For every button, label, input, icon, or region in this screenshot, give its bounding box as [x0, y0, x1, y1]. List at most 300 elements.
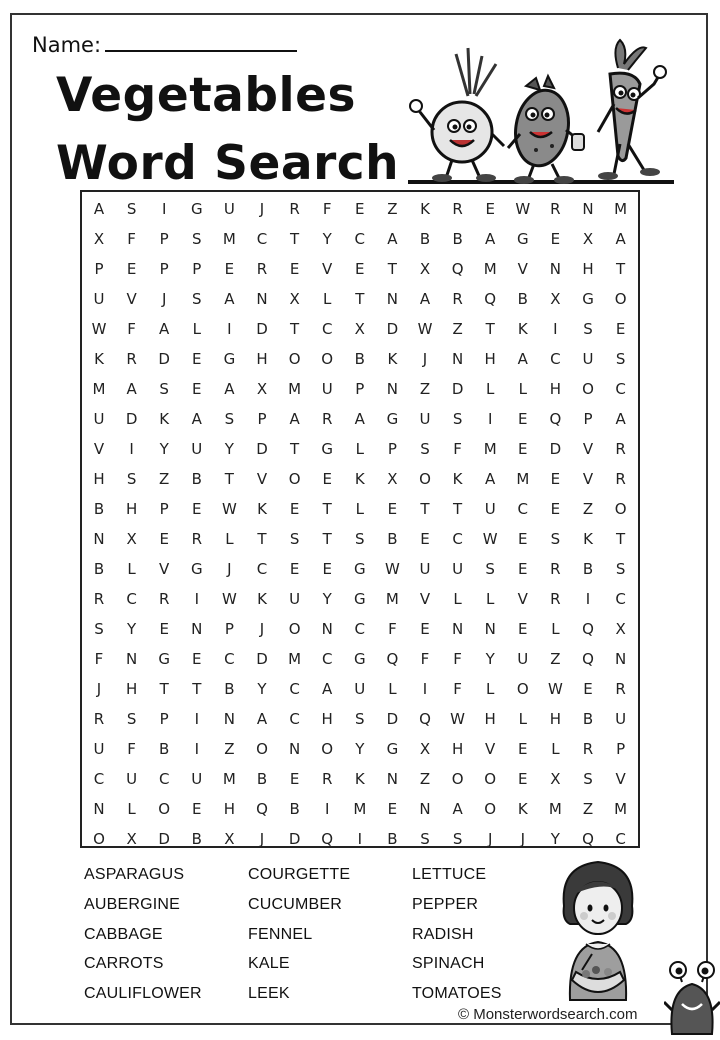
- grid-letter: O: [419, 470, 431, 488]
- grid-letter: Q: [582, 620, 594, 638]
- grid-letter: T: [420, 500, 430, 518]
- grid-letter: C: [93, 770, 105, 788]
- grid-letter: W: [221, 590, 237, 608]
- grid-letter: C: [321, 650, 333, 668]
- grid-letter: C: [289, 680, 300, 698]
- grid-letter: E: [322, 470, 332, 488]
- grid-letter: Z: [159, 470, 170, 488]
- grid-letter: U: [289, 590, 301, 608]
- grid-letter: R: [126, 350, 137, 368]
- grid-letter: A: [191, 410, 202, 428]
- grid-letter: B: [387, 530, 398, 548]
- grid-letter: L: [486, 590, 495, 608]
- grid-letter: X: [615, 620, 626, 638]
- grid-letter: E: [550, 500, 561, 518]
- grid-letter: T: [387, 260, 397, 278]
- grid-letter: J: [259, 620, 265, 638]
- grid-letter: O: [451, 770, 464, 788]
- grid-letter: L: [225, 530, 234, 548]
- grid-letter: Z: [582, 800, 594, 818]
- grid-letter: E: [289, 260, 300, 278]
- grid-letter: K: [257, 590, 267, 608]
- grid-letter: A: [419, 290, 431, 308]
- grid-letter: U: [484, 500, 496, 518]
- grid-letter: L: [355, 440, 364, 458]
- grid-letter: B: [387, 830, 398, 848]
- grid-letter: A: [93, 200, 105, 218]
- grid-row: [82, 614, 638, 644]
- grid-letter: Y: [224, 440, 234, 458]
- grid-letter: L: [192, 320, 201, 338]
- grid-letter: V: [93, 440, 105, 458]
- grid-letter: M: [483, 440, 497, 458]
- grid-letter: E: [355, 260, 365, 278]
- grid-letter: N: [125, 650, 138, 668]
- grid-letter: P: [257, 410, 267, 428]
- grid-letter: C: [224, 650, 235, 668]
- monster-mascot-icon: [664, 960, 720, 1036]
- grid-letter: V: [159, 560, 170, 578]
- grid-letter: N: [386, 380, 398, 398]
- grid-letter: R: [191, 530, 203, 548]
- grid-row: [82, 284, 638, 314]
- grid-letter: P: [224, 620, 234, 638]
- grid-letter: B: [419, 230, 431, 248]
- grid-letter: Q: [582, 650, 594, 668]
- grid-letter: R: [550, 200, 561, 218]
- grid-letter: I: [194, 710, 200, 728]
- grid-letter: N: [223, 710, 235, 728]
- grid-letter: K: [387, 350, 398, 368]
- grid-letter: N: [321, 620, 333, 638]
- grid-letter: O: [158, 800, 171, 818]
- grid-letter: Q: [582, 830, 594, 848]
- grid-letter: P: [583, 410, 593, 428]
- grid-letter: E: [289, 500, 300, 518]
- grid-letter: A: [322, 680, 333, 698]
- word-list-column-2: [248, 866, 350, 1015]
- grid-letter: S: [224, 410, 235, 428]
- grid-row: [82, 734, 638, 764]
- grid-letter: V: [126, 290, 137, 308]
- grid-letter: N: [386, 770, 398, 788]
- grid-letter: A: [224, 380, 235, 398]
- grid-letter: H: [484, 710, 496, 728]
- grid-letter: H: [582, 260, 594, 278]
- grid-letter: E: [126, 260, 137, 278]
- grid-letter: A: [256, 710, 268, 728]
- grid-letter: E: [355, 200, 365, 218]
- grid-letter: B: [256, 770, 268, 788]
- grid-letter: R: [289, 200, 300, 218]
- grid-letter: D: [256, 650, 268, 668]
- grid-letter: G: [582, 290, 594, 308]
- grid-letter: U: [615, 710, 627, 728]
- grid-letter: G: [190, 200, 203, 218]
- grid-letter: O: [321, 350, 334, 368]
- grid-letter: N: [451, 350, 464, 368]
- grid-letter: S: [550, 530, 561, 548]
- grid-letter: R: [615, 440, 626, 458]
- grid-letter: Q: [451, 260, 464, 278]
- grid-letter: N: [191, 620, 203, 638]
- grid-letter: A: [517, 350, 528, 368]
- grid-letter: O: [484, 800, 497, 818]
- grid-letter: H: [93, 470, 105, 488]
- grid-letter: S: [420, 830, 430, 848]
- grid-letter: E: [420, 530, 430, 548]
- grid-letter: C: [256, 230, 268, 248]
- grid-letter: W: [417, 320, 433, 338]
- grid-letter: D: [549, 440, 562, 458]
- grid-letter: D: [451, 380, 464, 398]
- grid-letter: D: [386, 710, 399, 728]
- grid-letter: G: [386, 740, 399, 758]
- grid-letter: E: [518, 410, 528, 428]
- grid-letter: U: [354, 680, 366, 698]
- grid-letter: X: [93, 230, 105, 248]
- word-list-column-1: [84, 866, 202, 1015]
- grid-letter: L: [486, 380, 495, 398]
- grid-letter: J: [487, 830, 493, 848]
- grid-letter: P: [159, 500, 169, 518]
- grid-letter: W: [547, 680, 563, 698]
- grid-letter: A: [615, 230, 626, 248]
- grid-letter: W: [515, 200, 531, 218]
- grid-letter: Y: [485, 650, 495, 668]
- grid-letter: Z: [224, 740, 235, 758]
- grid-letter: X: [126, 530, 137, 548]
- grid-letter: T: [192, 680, 202, 698]
- grid-letter: O: [614, 290, 627, 308]
- grid-letter: R: [321, 410, 333, 428]
- name-blank-line: [105, 30, 297, 52]
- grid-letter: J: [259, 830, 265, 848]
- grid-letter: K: [517, 320, 528, 338]
- grid-letter: L: [388, 680, 397, 698]
- grid-letter: G: [353, 650, 366, 668]
- grid-letter: S: [126, 710, 137, 728]
- page-title-line-1: Vegetables: [56, 68, 356, 123]
- grid-letter: N: [386, 290, 398, 308]
- grid-letter: Q: [549, 410, 562, 428]
- grid-letter: F: [322, 200, 332, 218]
- grid-letter: E: [583, 680, 593, 698]
- grid-letter: M: [516, 470, 530, 488]
- grid-letter: M: [614, 200, 628, 218]
- grid-letter: S: [615, 560, 626, 578]
- grid-letter: B: [289, 800, 300, 818]
- grid-letter: M: [614, 800, 628, 818]
- grid-letter: L: [323, 290, 332, 308]
- grid-letter: C: [517, 500, 529, 518]
- grid-letter: X: [224, 830, 235, 848]
- grid-letter: Y: [159, 440, 169, 458]
- grid-letter: O: [93, 830, 105, 848]
- grid-letter: G: [516, 230, 529, 248]
- grid-letter: H: [125, 680, 138, 698]
- grid-letter: S: [420, 440, 430, 458]
- grid-letter: K: [354, 770, 365, 788]
- grid-letter: L: [551, 740, 560, 758]
- grid-letter: A: [485, 470, 496, 488]
- grid-letter: E: [518, 560, 528, 578]
- word-item: COURGETTE: [248, 866, 351, 883]
- word-item: LETTUCE: [412, 866, 487, 883]
- grid-letter: X: [419, 260, 431, 278]
- grid-letter: X: [289, 290, 300, 308]
- grid-letter: V: [582, 470, 594, 488]
- grid-letter: D: [158, 830, 170, 848]
- word-item: CAULIFLOWER: [84, 985, 202, 1003]
- grid-letter: E: [192, 500, 202, 518]
- grid-letter: U: [191, 770, 203, 788]
- grid-letter: C: [615, 590, 626, 608]
- grid-letter: J: [422, 350, 428, 368]
- grid-row: [82, 194, 638, 224]
- grid-letter: B: [191, 830, 202, 848]
- word-item: CUCUMBER: [248, 895, 343, 913]
- grid-letter: O: [288, 350, 301, 368]
- grid-letter: O: [288, 470, 301, 488]
- grid-letter: I: [487, 410, 493, 428]
- grid-letter: U: [93, 740, 105, 758]
- grid-letter: A: [126, 380, 137, 398]
- grid-letter: M: [288, 380, 302, 398]
- word-item: CARROTS: [84, 955, 164, 973]
- grid-letter: P: [616, 740, 626, 758]
- grid-letter: Z: [419, 380, 431, 398]
- grid-letter: A: [354, 410, 365, 428]
- grid-letter: N: [419, 800, 431, 818]
- grid-letter: D: [256, 440, 268, 458]
- grid-letter: G: [321, 440, 333, 458]
- grid-letter: T: [290, 440, 300, 458]
- grid-letter: E: [615, 320, 626, 338]
- grid-letter: S: [289, 530, 300, 548]
- grid-letter: J: [227, 560, 232, 578]
- grid-letter: F: [453, 440, 462, 458]
- grid-letter: F: [127, 230, 136, 248]
- grid-letter: C: [550, 350, 561, 368]
- grid-letter: T: [485, 320, 495, 338]
- grid-letter: E: [518, 740, 528, 758]
- grid-row: [82, 764, 638, 794]
- grid-letter: R: [321, 770, 333, 788]
- grid-letter: F: [453, 680, 462, 698]
- grid-letter: S: [126, 470, 137, 488]
- grid-letter: N: [256, 290, 268, 308]
- grid-letter: X: [550, 770, 561, 788]
- grid-letter: F: [94, 650, 104, 668]
- grid-letter: X: [354, 320, 365, 338]
- grid-letter: B: [224, 680, 235, 698]
- grid-letter: X: [126, 830, 137, 848]
- grid-letter: M: [385, 590, 399, 608]
- grid-letter: A: [387, 230, 398, 248]
- grid-letter: W: [384, 560, 400, 578]
- grid-letter: F: [453, 650, 462, 668]
- grid-letter: R: [615, 680, 626, 698]
- grid-letter: S: [615, 350, 626, 368]
- grid-letter: E: [159, 530, 169, 548]
- grid-letter: K: [94, 350, 104, 368]
- grid-letter: Y: [127, 620, 137, 638]
- grid-row: [82, 644, 638, 674]
- grid-letter: E: [387, 500, 398, 518]
- grid-letter: Y: [355, 740, 365, 758]
- grid-letter: D: [288, 830, 301, 848]
- grid-letter: M: [353, 800, 367, 818]
- grid-letter: X: [387, 470, 398, 488]
- grid-letter: L: [551, 620, 560, 638]
- grid-letter: C: [158, 770, 170, 788]
- grid-letter: O: [321, 740, 334, 758]
- word-item: ASPARAGUS: [84, 866, 185, 883]
- grid-letter: A: [485, 230, 496, 248]
- grid-letter: I: [553, 320, 558, 338]
- grid-letter: R: [93, 590, 105, 608]
- grid-letter: J: [520, 830, 526, 848]
- grid-letter: A: [615, 410, 626, 428]
- grid-letter: O: [484, 770, 497, 788]
- grid-letter: I: [161, 200, 167, 218]
- grid-letter: E: [518, 530, 528, 548]
- grid-letter: N: [484, 620, 496, 638]
- grid-letter: W: [91, 320, 107, 338]
- grid-letter: A: [452, 800, 463, 818]
- grid-letter: E: [387, 800, 398, 818]
- grid-letter: T: [616, 530, 626, 548]
- grid-letter: S: [355, 530, 365, 548]
- grid-letter: T: [290, 320, 300, 338]
- grid-row: [82, 494, 638, 524]
- grid-letter: T: [453, 500, 463, 518]
- grid-letter: K: [452, 470, 463, 488]
- word-item: SPINACH: [412, 955, 485, 973]
- potato-character-icon: [508, 76, 584, 184]
- word-item: TOMATOES: [412, 985, 502, 1003]
- grid-letter: S: [94, 620, 104, 638]
- grid-letter: I: [357, 830, 363, 848]
- grid-letter: N: [288, 740, 301, 758]
- grid-letter: H: [484, 350, 496, 368]
- grid-letter: U: [582, 350, 594, 368]
- grid-letter: P: [94, 260, 104, 278]
- word-item: PEPPER: [412, 895, 479, 913]
- grid-letter: U: [223, 200, 235, 218]
- grid-letter: R: [452, 290, 463, 308]
- grid-letter: C: [256, 560, 268, 578]
- grid-letter: I: [194, 740, 200, 758]
- grid-letter: T: [159, 680, 169, 698]
- grid-letter: I: [422, 680, 428, 698]
- grid-letter: K: [583, 530, 593, 548]
- grid-letter: Q: [256, 800, 268, 818]
- grid-row: [82, 434, 638, 464]
- grid-letter: C: [615, 830, 626, 848]
- grid-letter: R: [93, 710, 105, 728]
- grid-letter: F: [127, 740, 136, 758]
- grid-letter: V: [419, 590, 431, 608]
- grid-letter: K: [354, 470, 365, 488]
- grid-letter: T: [290, 230, 300, 248]
- grid-letter: O: [288, 620, 301, 638]
- word-item: AUBERGINE: [84, 895, 181, 913]
- grid-letter: B: [452, 230, 463, 248]
- grid-letter: U: [419, 410, 431, 428]
- grid-letter: W: [482, 530, 498, 548]
- grid-letter: Q: [321, 830, 334, 848]
- grid-letter: E: [159, 620, 169, 638]
- word-item: LEEK: [248, 985, 290, 1003]
- grid-row: [82, 464, 638, 494]
- girl-eating-salad-illustration: [556, 858, 640, 1008]
- grid-letter: D: [158, 350, 170, 368]
- grid-letter: E: [485, 200, 495, 218]
- grid-letter: H: [321, 710, 333, 728]
- grid-letter: H: [223, 800, 236, 818]
- grid-letter: I: [194, 590, 200, 608]
- grid-letter: S: [126, 200, 137, 218]
- grid-letter: E: [420, 620, 430, 638]
- grid-letter: S: [485, 560, 495, 578]
- grid-letter: C: [289, 710, 300, 728]
- grid-letter: M: [548, 800, 562, 818]
- grid-letter: I: [129, 440, 134, 458]
- letter-grid: [80, 190, 640, 848]
- grid-letter: D: [256, 320, 268, 338]
- grid-row: [82, 404, 638, 434]
- grid-letter: X: [582, 230, 594, 248]
- grid-letter: B: [93, 500, 105, 518]
- grid-letter: L: [486, 680, 495, 698]
- grid-letter: E: [192, 650, 202, 668]
- grid-letter: F: [127, 320, 136, 338]
- grid-letter: T: [322, 500, 332, 518]
- grid-letter: G: [190, 560, 203, 578]
- grid-letter: P: [192, 260, 202, 278]
- grid-letter: S: [192, 290, 202, 308]
- grid-letter: B: [354, 350, 365, 368]
- grid-letter: F: [388, 620, 397, 638]
- grid-letter: G: [386, 410, 399, 428]
- grid-letter: R: [158, 590, 170, 608]
- grid-letter: Y: [257, 680, 267, 698]
- grid-letter: P: [159, 230, 169, 248]
- grid-letter: V: [322, 260, 333, 278]
- grid-letter: L: [453, 590, 462, 608]
- grid-letter: M: [222, 230, 236, 248]
- grid-letter: A: [159, 320, 170, 338]
- grid-letter: H: [549, 710, 562, 728]
- grid-letter: U: [93, 290, 105, 308]
- grid-letter: L: [127, 800, 136, 818]
- name-label: Name:: [32, 33, 102, 57]
- grid-letter: R: [452, 200, 463, 218]
- grid-letter: Y: [550, 830, 560, 848]
- grid-letter: R: [550, 560, 561, 578]
- grid-letter: A: [289, 410, 300, 428]
- copyright-text: © Monsterwordsearch.com: [458, 1006, 638, 1023]
- grid-letter: N: [549, 260, 561, 278]
- grid-letter: X: [550, 290, 561, 308]
- grid-letter: R: [256, 260, 268, 278]
- grid-letter: G: [353, 590, 366, 608]
- grid-letter: M: [92, 380, 106, 398]
- grid-letter: N: [93, 800, 105, 818]
- grid-letter: D: [386, 320, 399, 338]
